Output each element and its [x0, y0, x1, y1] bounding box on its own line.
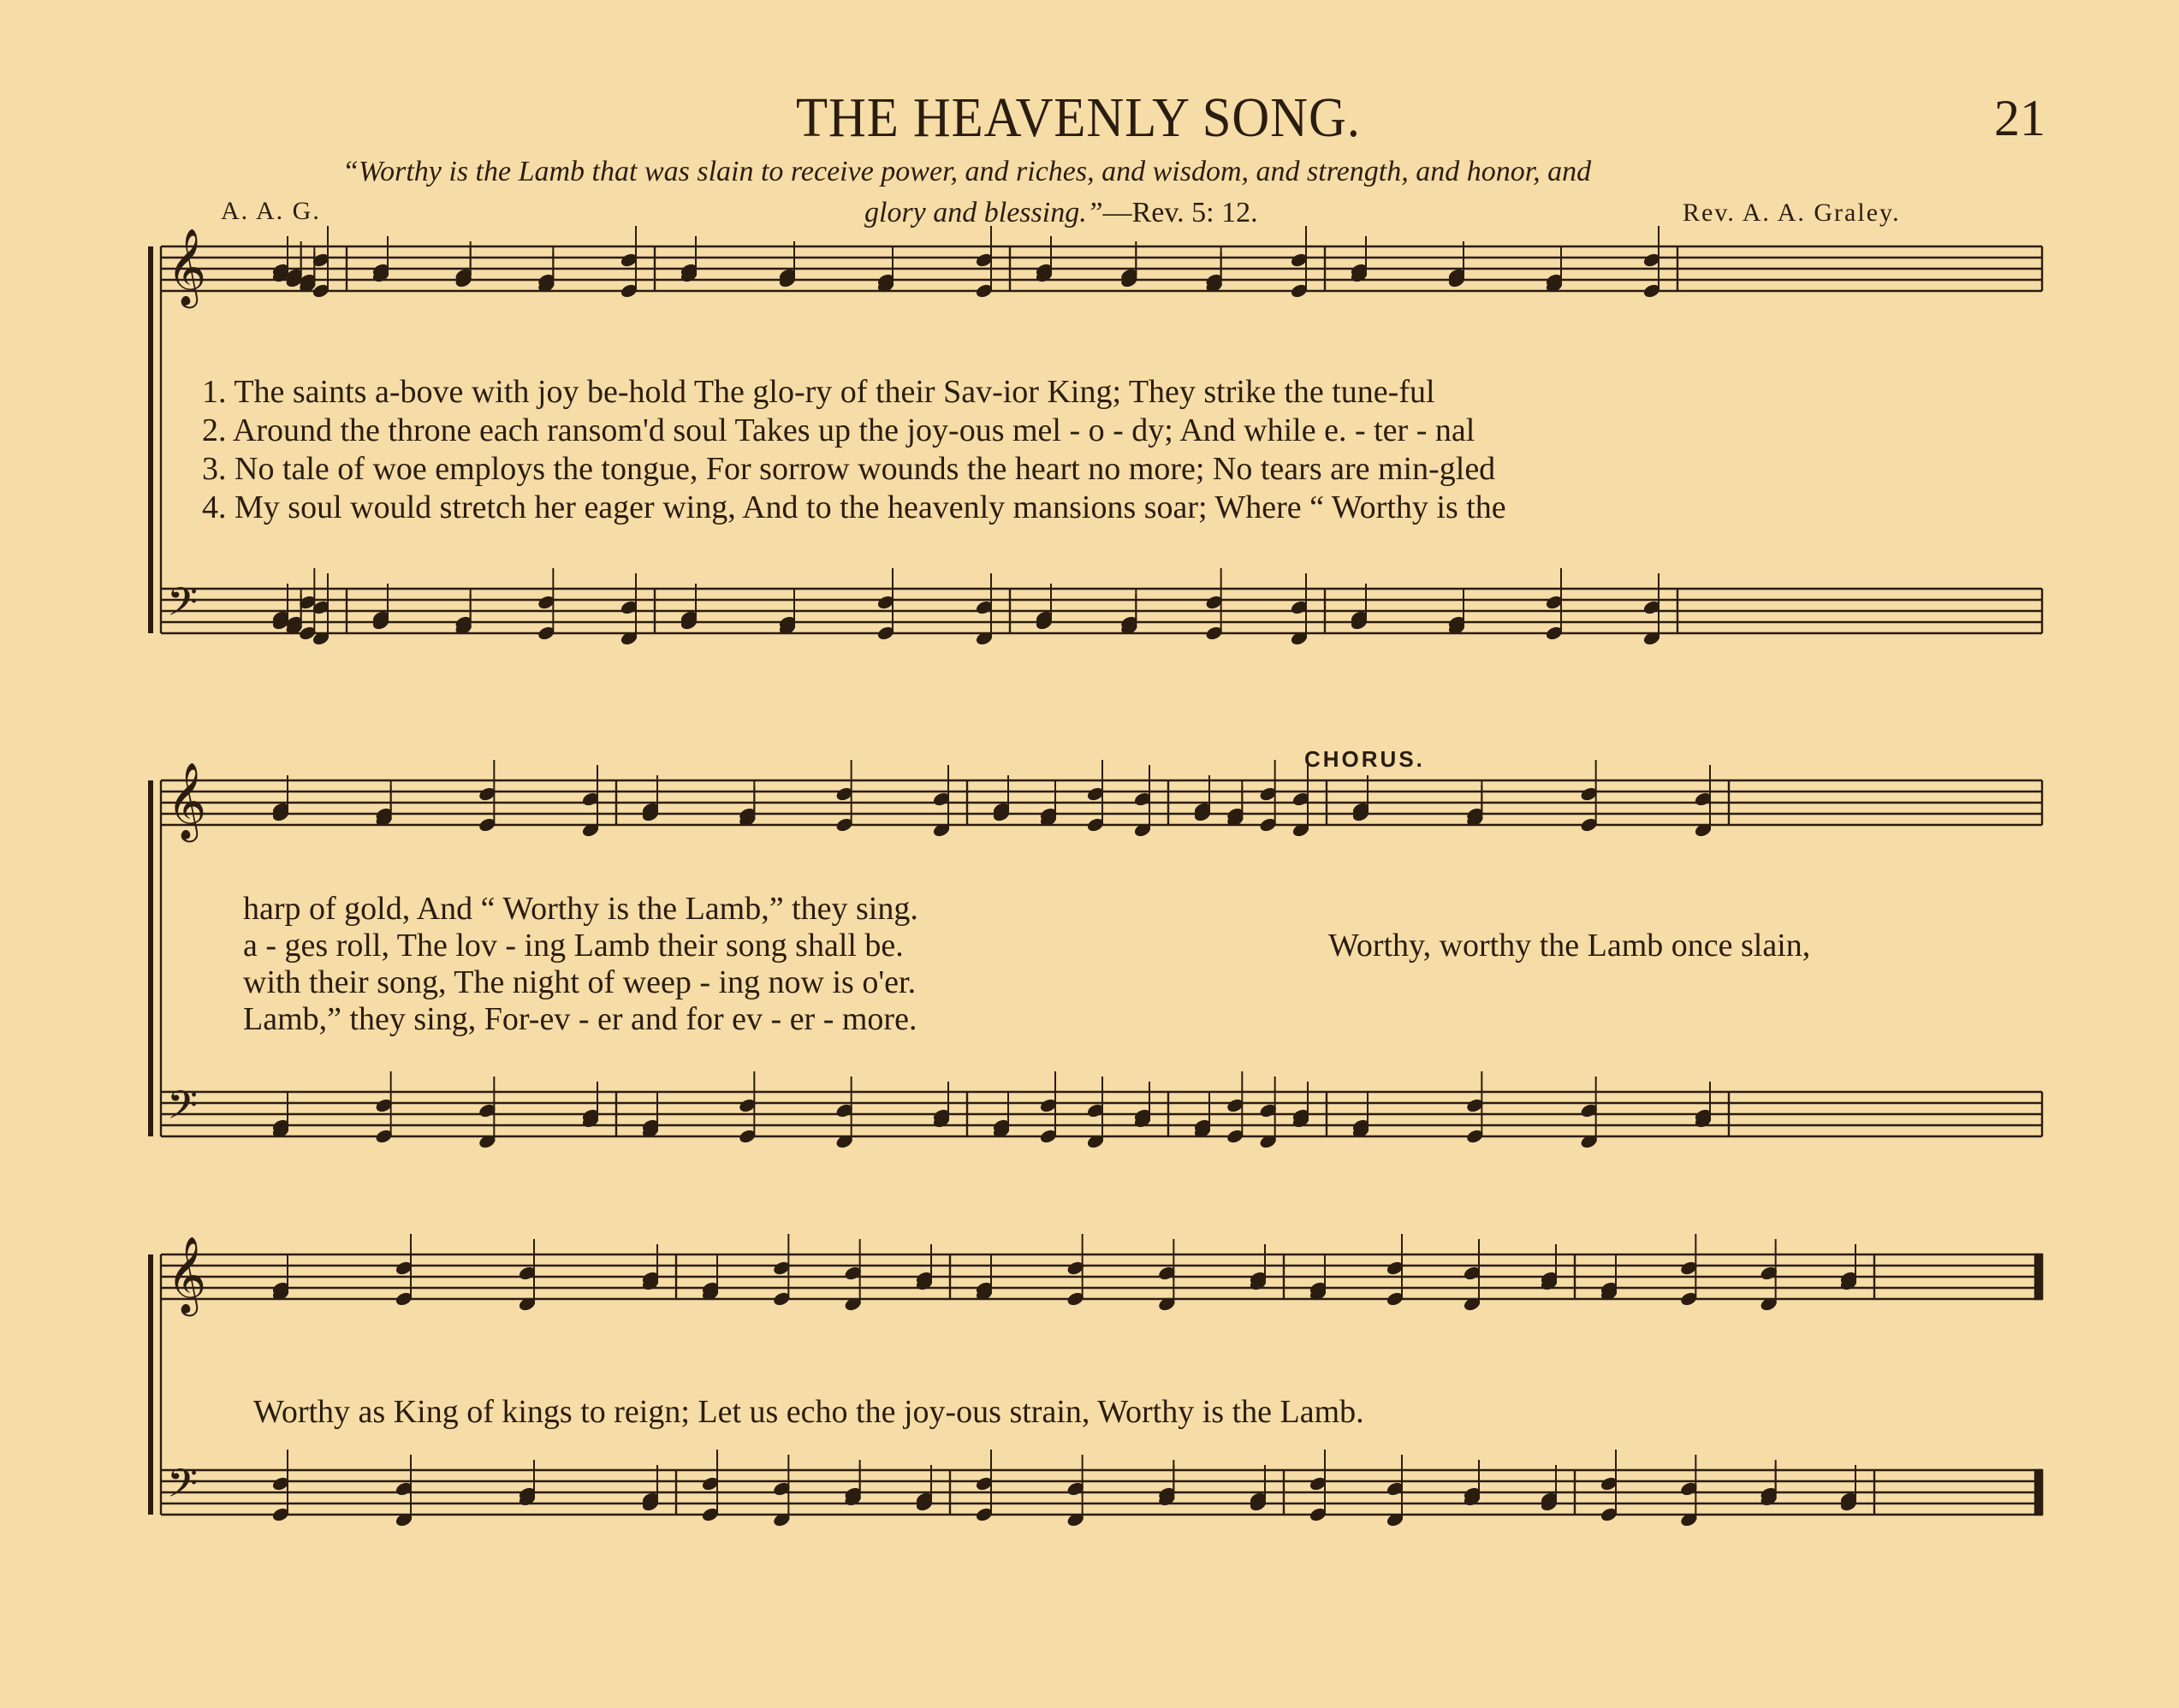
author-credit: Rev. A. A. Graley. — [1683, 199, 1901, 227]
page-number: 21 — [1994, 90, 2045, 146]
final-bar — [2035, 1470, 2042, 1515]
bass-clef: 𝄢 — [167, 579, 199, 635]
verse-1-line: 1. The saints a-bove with joy be-hold The glo-ry of their Sav-ior King; They strike the tune-ful — [202, 374, 1435, 410]
page-title: THE HEAVENLY SONG. — [796, 86, 1361, 149]
chorus-label: CHORUS. — [1304, 746, 1425, 772]
epigraph-line-1: “Worthy is the Lamb that was slain to receive power, and riches, and wisdom, and strength, and honor, and — [342, 156, 1592, 187]
treble-clef: 𝄞 — [167, 762, 207, 839]
chorus-line-1: Worthy, worthy the Lamb once slain, — [1328, 928, 1811, 964]
verse-3-line: 3. No tale of woe employs the tongue, For sorrow wounds the heart no more; No tears are min-gled — [202, 451, 1496, 487]
chorus-line-2: Worthy as King of kings to reign; Let us echo the joy-ous strain, Worthy is the Lamb. — [253, 1394, 1364, 1430]
scripture-reference: —Rev. 5: 12. — [1102, 197, 1258, 228]
verse-1-continued: harp of gold, And “ Worthy is the Lamb,” they sing. — [243, 891, 918, 927]
composer-credit: A. A. G. — [221, 197, 321, 225]
verse-4-line: 4. My soul would stretch her eager wing, And to the heavenly mansions soar; Where “ Worthy is the — [202, 489, 1506, 525]
verse-2-continued: a - ges roll, The lov - ing Lamb their song shall be. — [243, 928, 904, 964]
bass-clef: 𝄢 — [167, 1082, 199, 1138]
bass-clef: 𝄢 — [167, 1461, 199, 1516]
treble-clef: 𝄞 — [167, 228, 207, 305]
verse-4-continued: Lamb,” they sing, For-ev - er and for ev - er - more. — [243, 1001, 917, 1037]
verse-2-line: 2. Around the throne each ransom'd soul Takes up the joy-ous mel - o - dy; And while e. - ter - nal — [202, 412, 1475, 448]
treble-clef: 𝄞 — [167, 1237, 207, 1314]
final-bar — [2035, 1254, 2042, 1299]
verse-3-continued: with their song, The night of weep - ing now is o'er. — [243, 964, 917, 1000]
epigraph-text: glory and blessing.” — [864, 197, 1103, 228]
